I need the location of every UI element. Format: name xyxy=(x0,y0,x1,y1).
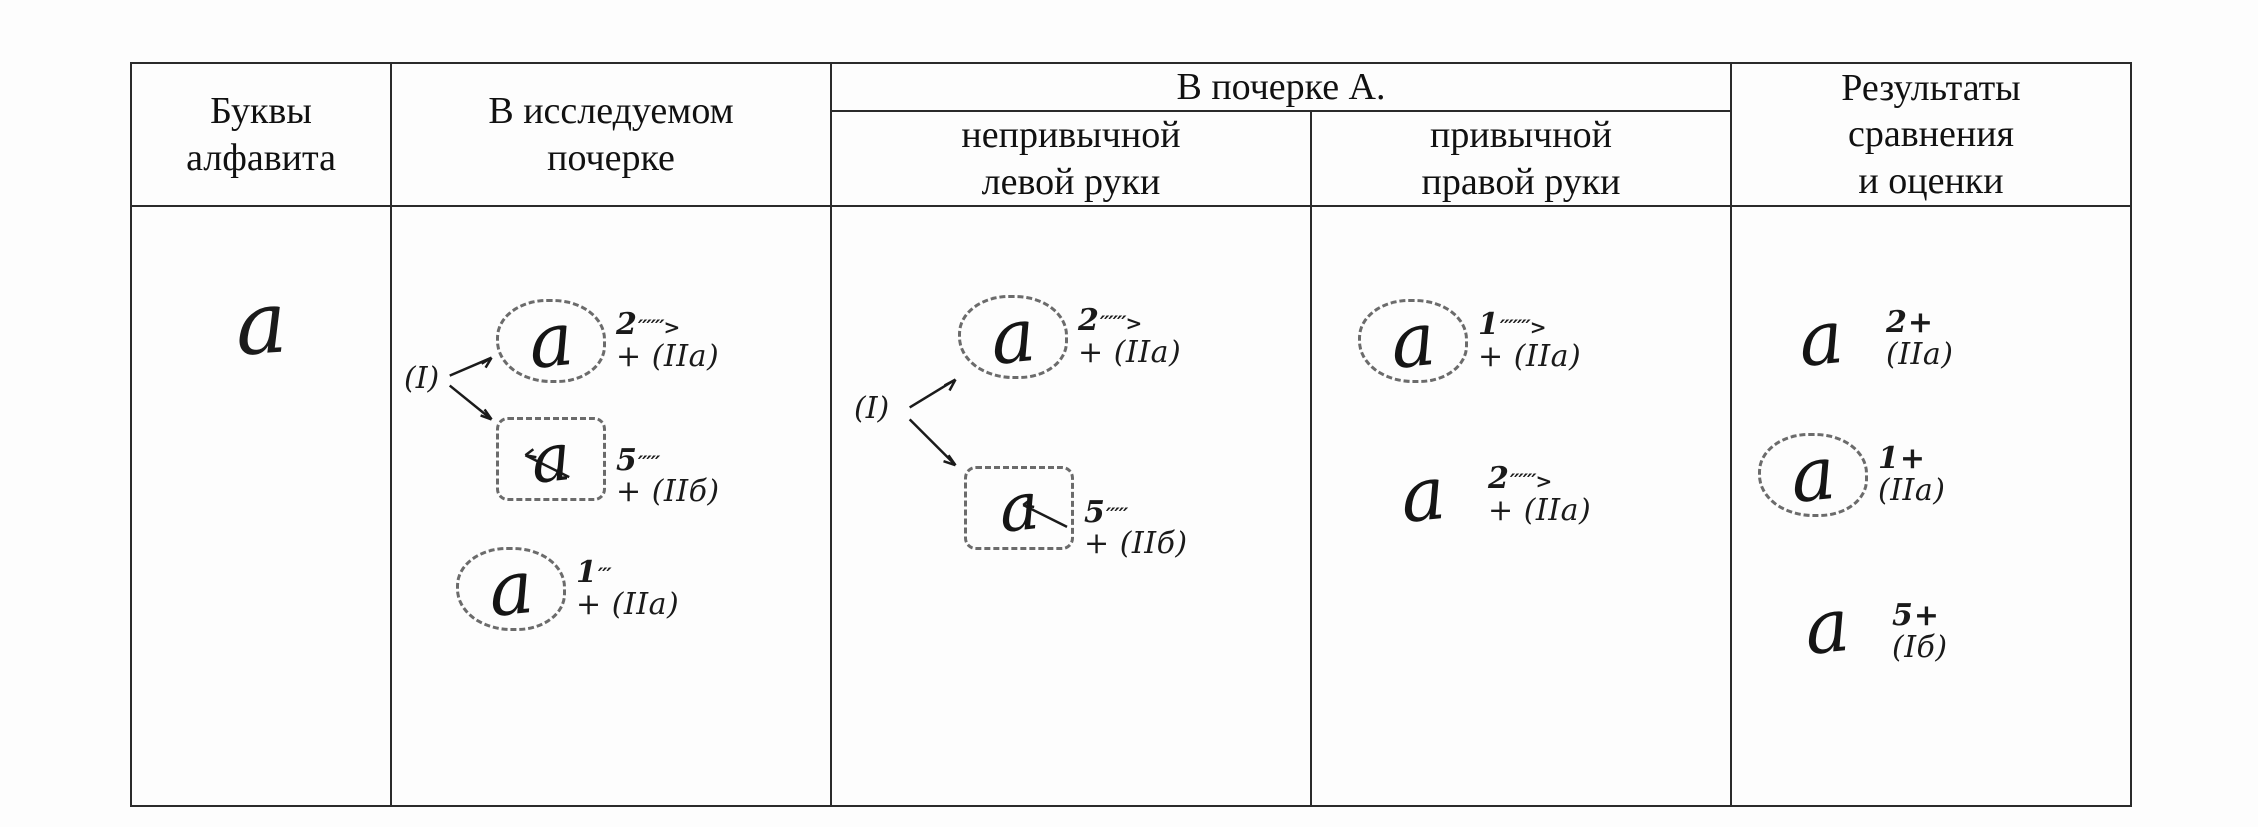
glyph-plain-icon: а xyxy=(1794,293,1848,384)
result-variant-3-annotation: 5+ (Iб) xyxy=(1892,598,1948,665)
header-unfamiliar-left-hand-line1: непривычной xyxy=(961,114,1181,157)
table-header-row-1 xyxy=(131,63,2131,111)
alphabet-letter-glyph: а xyxy=(231,271,291,376)
header-comparison-results xyxy=(1731,63,2131,206)
header-comparison-results-line1: Результаты xyxy=(1841,67,2021,109)
header-unfamiliar-left-hand xyxy=(831,111,1311,206)
header-alphabet-letters xyxy=(131,63,391,206)
table-row xyxy=(131,206,2131,806)
cell-unfamiliar-left-hand xyxy=(831,206,1311,806)
cell-usual-right-hand xyxy=(1311,206,1731,806)
right-hand-variant-2-annotation: 2′′′′′′> + (IIа) xyxy=(1488,461,1592,528)
studied-variant-3-annotation: 1′′′ + (IIа) xyxy=(576,555,680,622)
glyph-with-dashed-outline-icon: а xyxy=(954,289,1072,385)
left-hand-variant-1 xyxy=(954,289,1181,385)
handwriting-comparison-table xyxy=(130,62,2130,807)
studied-marker-I: (I) xyxy=(404,360,440,396)
cell-alphabet-letter xyxy=(131,206,391,806)
header-studied-handwriting xyxy=(391,63,831,206)
left-hand-variant-1-annotation: 2′′′′′′> + (IIа) xyxy=(1078,303,1182,370)
studied-variant-1-annotation: 2′′′′′′> + (IIа) xyxy=(616,307,720,374)
result-variant-2 xyxy=(1754,427,1946,523)
left-hand-marker-I: (I) xyxy=(854,390,890,426)
cell-comparison-results xyxy=(1731,206,2131,806)
result-variant-2-annotation: 1+ (IIа) xyxy=(1878,441,1946,508)
header-handwriting-of-a: В почерке А. xyxy=(831,63,1731,111)
right-hand-variant-1 xyxy=(1354,293,1581,389)
header-usual-right-hand-line2: правой руки xyxy=(1421,160,1621,203)
left-hand-variant-2 xyxy=(960,457,1188,560)
glyph-with-dashed-outline-icon: а xyxy=(1754,427,1872,523)
table xyxy=(130,62,2132,807)
header-comparison-results-line3: и оценки xyxy=(1858,159,2004,202)
glyph-plain-icon: а xyxy=(1396,449,1450,540)
header-studied-handwriting-line2: почерке xyxy=(547,136,675,179)
result-variant-1 xyxy=(1762,291,1954,387)
header-alphabet-letters-line2: алфавита xyxy=(186,136,336,179)
glyph-with-dashed-outline-icon: а xyxy=(492,293,610,389)
header-comparison-results-line2: сравнения xyxy=(1847,113,2015,156)
header-alphabet-letters-line1: Буквы xyxy=(210,90,312,133)
header-usual-right-hand-line1: привычной xyxy=(1430,114,1612,157)
header-unfamiliar-left-hand-line2: левой руки xyxy=(981,160,1161,203)
glyph-with-dashed-outline-icon: а xyxy=(492,411,610,507)
cell-studied-handwriting xyxy=(391,206,831,806)
left-hand-variant-2-annotation: 5′′′′′ + (IIб) xyxy=(1084,494,1188,562)
studied-variant-2 xyxy=(492,411,720,508)
result-variant-1-annotation: 2+ (IIа) xyxy=(1886,305,1954,372)
studied-variant-3 xyxy=(452,541,679,637)
studied-variant-1 xyxy=(492,293,719,389)
glyph-plain-icon: а xyxy=(1800,581,1854,672)
right-hand-variant-2 xyxy=(1364,447,1591,543)
glyph-with-dashed-outline-icon: а xyxy=(960,460,1078,556)
header-usual-right-hand xyxy=(1311,111,1731,206)
result-variant-3 xyxy=(1768,579,1948,675)
glyph-with-dashed-outline-icon: а xyxy=(1354,293,1472,389)
studied-variant-2-annotation: 5′′′′′ + (IIб) xyxy=(616,442,720,510)
right-hand-variant-1-annotation: 1′′′′′′′> + (IIа) xyxy=(1478,307,1582,374)
glyph-with-dashed-outline-icon: а xyxy=(452,541,570,637)
header-studied-handwriting-line1: В исследуемом xyxy=(488,90,734,133)
